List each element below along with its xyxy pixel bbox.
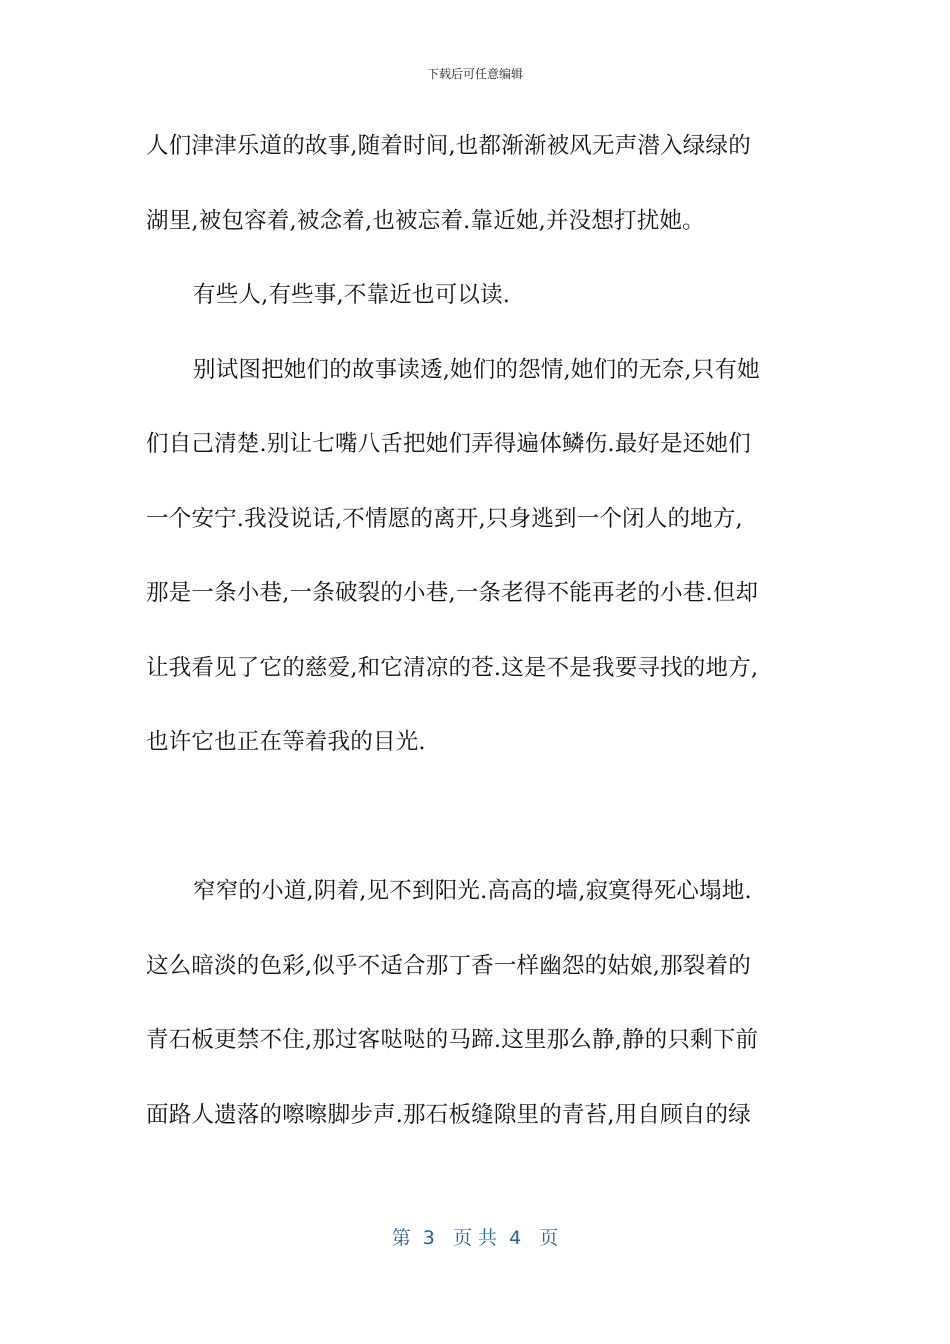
paragraph-line: 湖里,被包容着,被念着,也被忘着.靠近她,并没想打扰她。 xyxy=(146,207,705,234)
paragraph-line: 那是一条小巷,一条破裂的小巷,一条老得不能再老的小巷.但却 xyxy=(146,580,759,606)
paragraph-line: 窄窄的小道,阴着,见不到阳光.高高的墙,寂寞得死心塌地. xyxy=(193,878,752,904)
paragraph-line: 人们津津乐道的故事,随着时间,也都渐渐被风无声潜入绿绿的 xyxy=(146,133,751,159)
paragraph-line: 别试图把她们的故事读透,她们的怨情,她们的无奈,只有她 xyxy=(193,356,760,383)
page-header: 下载后可任意编辑 xyxy=(426,67,523,81)
paragraph-line: 面路人遗落的嚓嚓脚步声.那石板缝隙里的青苔,用自顾自的绿 xyxy=(146,1101,751,1128)
paragraph-line: 有些人,有些事,不靠近也可以读. xyxy=(193,282,511,308)
paragraph-line: 青石板更禁不住,那过客哒哒的马蹄.这里那么静,静的只剩下前 xyxy=(146,1027,759,1053)
paragraph-gap xyxy=(146,793,816,868)
paragraph-line: 这么暗淡的色彩,似乎不适合那丁香一样幽怨的姑娘,那裂着的 xyxy=(146,952,751,979)
paragraph-line: 让我看见了它的慈爱,和它清凉的苍.这是不是我要寻找的地方, xyxy=(146,654,759,681)
paragraph-line: 一个安宁.我没说话,不情愿的离开,只身逃到一个闭人的地方, xyxy=(146,505,743,532)
document-body xyxy=(146,122,816,1165)
page-number-footer: 第 3 页 共 4 页 xyxy=(391,1227,559,1249)
paragraph-line: 们自己清楚.别让七嘴八舌把她们弄得遍体鳞伤.最好是还她们 xyxy=(146,431,751,457)
paragraph-line: 也许它也正在等着我的目光. xyxy=(146,729,426,755)
